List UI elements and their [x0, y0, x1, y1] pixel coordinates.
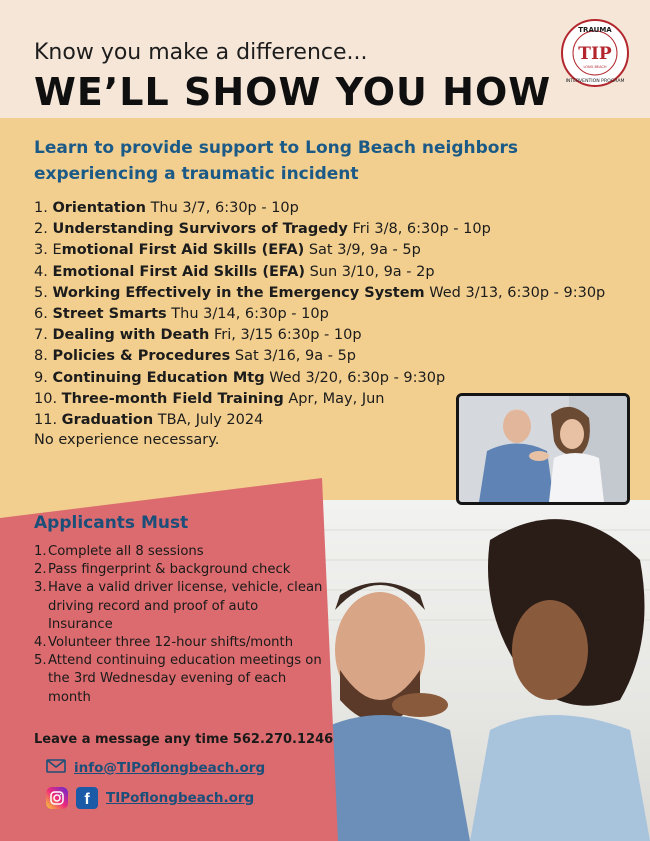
session-number: 10.: [34, 390, 58, 407]
requirement-item: [34, 579, 324, 634]
requirement-number: 3.: [34, 580, 47, 596]
requirement-number: 1.: [34, 544, 47, 559]
website-link[interactable]: TIPoflongbeach.org: [106, 790, 255, 806]
session-name: Street Smarts: [52, 305, 167, 322]
session-item: [34, 368, 605, 389]
facebook-icon[interactable]: f: [76, 787, 98, 809]
requirement-number: 2.: [34, 562, 47, 578]
requirement-number: 4.: [34, 635, 47, 651]
session-number: 1.: [34, 200, 48, 216]
support-photo-illustration: [300, 500, 650, 841]
session-name: Understanding Survivors of Tragedy: [52, 221, 348, 238]
social-row: [46, 787, 254, 809]
counseling-photo-illustration: [459, 396, 627, 502]
counseling-photo: [456, 393, 630, 505]
session-detail: Sat 3/16, 9a - 5p: [234, 348, 357, 365]
session-number: 3. E: [34, 242, 62, 259]
session-number: 9.: [34, 369, 48, 386]
session-item: [34, 283, 605, 304]
session-detail: Wed 3/13, 6:30p - 9:30p: [424, 284, 606, 301]
session-item: [34, 325, 605, 346]
logo-city: LONG BEACH: [583, 65, 607, 69]
session-name: Policies & Procedures: [52, 348, 231, 365]
session-detail: Fri 3/8, 6:30p - 10p: [352, 221, 491, 238]
session-detail: Thu 3/14, 6:30p - 10p: [171, 305, 329, 322]
requirement-text: Attend continuing education meetings on the 3rd Wednesday evening of each month: [48, 653, 322, 705]
session-item: [34, 304, 605, 325]
session-item: [34, 262, 605, 283]
session-name: Orientation: [52, 200, 146, 216]
session-number: 5.: [34, 284, 48, 301]
session-number: 4.: [34, 263, 48, 280]
leave-message-text: Leave a message any time 562.270.1246: [34, 732, 334, 747]
session-name: Working Effectively in the Emergency System: [52, 284, 425, 301]
session-number: 6.: [34, 305, 48, 322]
requirement-item: [34, 652, 324, 707]
session-name: Emotional First Aid Skills (EFA): [52, 263, 305, 280]
no-experience-note: No experience necessary.: [34, 432, 220, 448]
session-item: [34, 198, 605, 219]
session-number: 8.: [34, 348, 48, 365]
session-detail: Wed 3/20, 6:30p - 9:30p: [269, 369, 446, 386]
session-name: Continuing Education Mtg: [52, 369, 265, 386]
session-number: 2.: [34, 221, 48, 238]
email-link[interactable]: info@TIPoflongbeach.org: [74, 759, 266, 776]
logo-ring-text: INTERVENTION PROGRAM: [565, 79, 625, 84]
session-item: [34, 346, 605, 367]
session-detail: Fri, 3/15 6:30p - 10p: [214, 327, 362, 344]
session-name: Graduation: [61, 411, 154, 428]
logo-initials: TIP: [578, 44, 612, 64]
requirement-item: [34, 634, 324, 652]
requirement-text: Have a valid driver license, vehicle, clean driving record and proof of auto Insurance: [48, 580, 323, 632]
requirement-item: [34, 561, 324, 579]
requirement-item: [34, 543, 324, 561]
logo-top-text: TRAUMA: [578, 26, 612, 34]
session-detail: TBA, July 2024: [157, 411, 264, 428]
session-detail: Sat 3/9, 9a - 5p: [304, 242, 421, 259]
session-number: 11.: [34, 411, 58, 428]
tagline: Know you make a difference...: [34, 40, 368, 65]
session-name: motional First Aid Skills (EFA): [61, 242, 305, 259]
intro-text: Learn to provide support to Long Beach neighbors experiencing a traumatic incident: [34, 138, 518, 184]
email-row: [46, 758, 265, 777]
session-name: Dealing with Death: [52, 327, 210, 344]
support-photo: [300, 500, 650, 841]
mail-icon: [46, 758, 66, 777]
session-detail: Thu 3/7, 6:30p - 10p: [150, 200, 299, 216]
session-item: [34, 219, 605, 240]
instagram-icon[interactable]: [46, 787, 68, 809]
session-name: Three-month Field Training: [61, 390, 284, 407]
requirements-title: Applicants Must: [34, 513, 189, 533]
requirement-text: Pass fingerprint & background check: [48, 562, 291, 578]
requirement-text: Volunteer three 12-hour shifts/month: [48, 635, 294, 651]
session-detail: Sun 3/10, 9a - 2p: [309, 263, 435, 280]
tip-logo: [560, 18, 630, 88]
requirement-text: Complete all 8 sessions: [48, 544, 204, 559]
session-detail: Apr, May, Jun: [288, 390, 385, 407]
session-number: 7.: [34, 327, 48, 344]
headline: WE’LL SHOW YOU HOW: [34, 70, 552, 114]
requirement-number: 5.: [34, 653, 47, 669]
requirements-list: [34, 543, 324, 707]
session-item: [34, 240, 605, 261]
